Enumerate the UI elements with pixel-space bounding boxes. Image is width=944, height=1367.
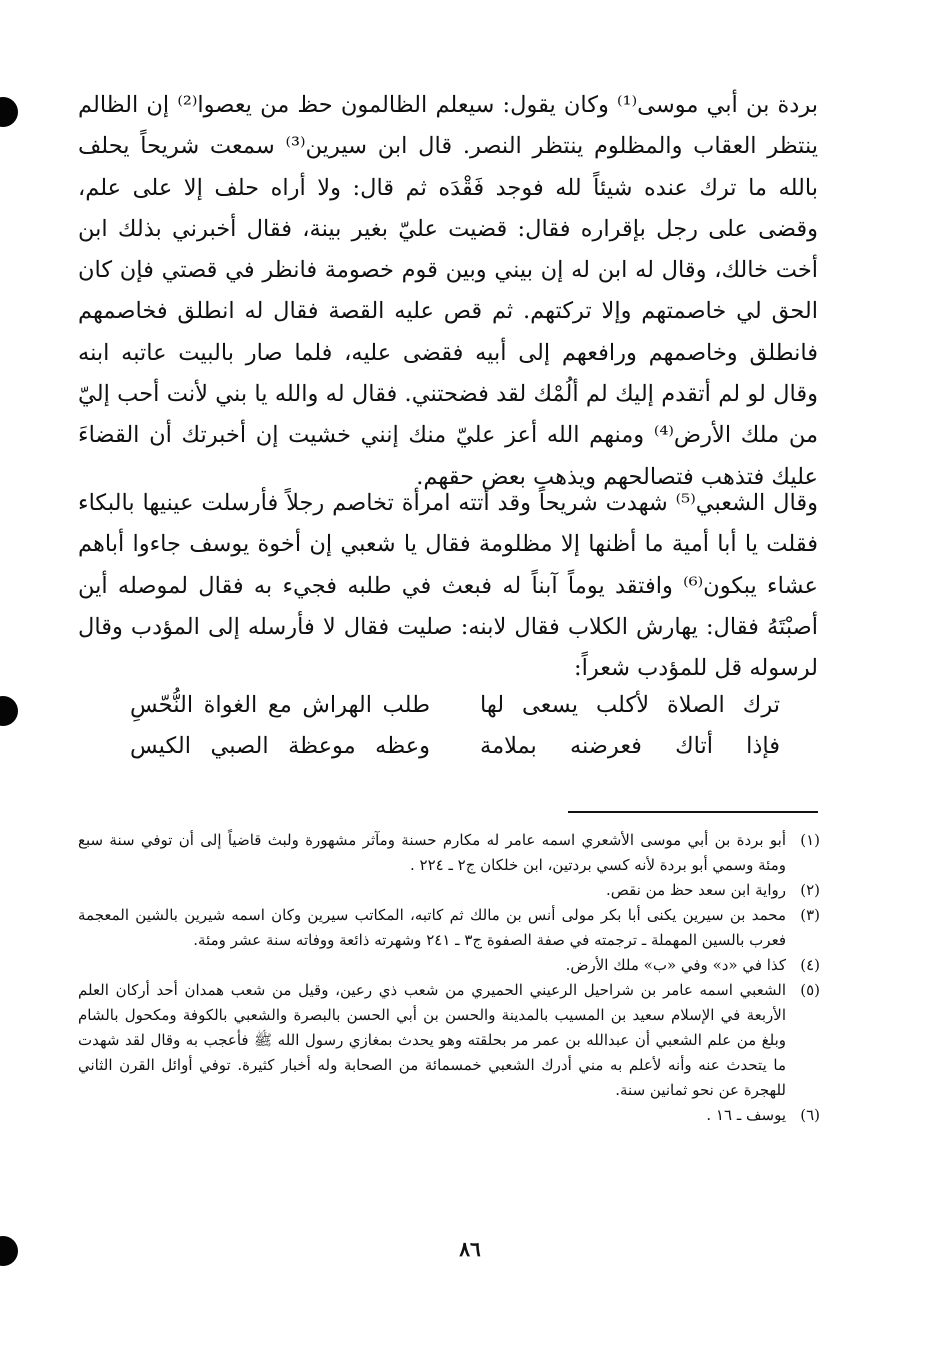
footnote-number: (١): [800, 831, 820, 849]
binder-hole-middle: [0, 696, 18, 726]
footnote-item: [78, 1103, 820, 1128]
footnote-item: [78, 978, 820, 1103]
verse-second-hemistich: وعظه موعظة الصبي الكيس: [130, 733, 430, 759]
verse-line: [130, 685, 780, 726]
footnote-text: كذا في «د» وفي «ب» ملك الأرض.: [565, 956, 786, 974]
footnote-text: أبو بردة بن أبي موسى الأشعري اسمه عامر له مكارم حسنة ومآثر مشهورة ولبث قاضياً إلى أن توفي سنة سبع ومئة وسمي أبو بردة لأنه كسي بردتين، ابن خلكان ج٢ ـ ٢٢٤ .: [78, 831, 786, 874]
verse-first-hemistich: ترك الصلاة لأكلب يسعى لها: [480, 692, 780, 718]
poem-verses: [130, 685, 780, 767]
footnote-number: (٤): [800, 956, 820, 974]
verse-second-hemistich: طلب الهراش مع الغواة النُّحّسِ: [130, 692, 430, 718]
paragraph-2: وقال الشعبي⁽⁵⁾ شهدت شريحاً وقد أتته امرأة تخاصم رجلاً فأرسلت عينيها بالبكاء فقلت يا أبا أمية ما أظنها إلا مظلومة فقال يا شعبي إن أخوة يوسف جاءوا أباهم عشاء يبكون⁽⁶⁾ وافتقد يوماً آبناً له فبعث في طلبه فجيء به فقال لموصله أين أصبْتَهُ فقال: يهارش الكلاب فقال لابنه: صليت فقال لا فأرسله إلى المؤدب وقال لرسوله قل للمؤدب شعراً:: [78, 490, 818, 682]
footnote-number: (٦): [800, 1106, 820, 1124]
footnote-item: [78, 903, 820, 953]
footnotes: [78, 828, 820, 1128]
footnote-number: (٥): [800, 981, 820, 999]
verse-first-hemistich: فإذا أتاك فعرضنه بملامة: [480, 733, 780, 759]
footnote-number: (٢): [800, 881, 820, 899]
verse-line: [130, 726, 780, 767]
footnote-item: [78, 878, 820, 903]
footnote-text: الشعبي اسمه عامر بن شراحيل الرعيني الحميري من شعب ذي رعين، وقيل من شعب همدان أحد أركان العلم الأربعة في الإسلام سعيد بن المسيب بالمدينة والحسن بن أبي الحسن بالبصرة والشعبي بالكوفة ومكحول بالشام وبلغ من علم الشعبي أن عبدالله بن عمر مر بحلقته وهو يحدث بمغازي رسول الله ﷺ فأعجب به وقال لقد شهدت ما يتحدث عنه وأنه لأعلم به مني أدرك الشعبي خمسمائة من الصحابة وله أخبار كثيرة. توفي أوائل القرن الثاني للهجرة عن نحو ثمانين سنة.: [78, 981, 786, 1099]
footnote-item: [78, 953, 820, 978]
page-number: ٨٦: [459, 1237, 481, 1261]
paragraph-1: بردة بن أبي موسى⁽¹⁾ وكان يقول: سيعلم الظالمون حظ من يعصوا⁽²⁾ إن الظالم ينتظر العقاب والمظلوم ينتظر النصر. قال ابن سيرين⁽³⁾ سمعت شريحاً يحلف بالله ما ترك عنده شيئاً لله فوجد فَقْدَه ثم قال: ولا أراه حلف إلا على علم، وقضى على رجل بإقراره فقال: قضيت عليّ بغير بينة، فقال أخبرني بذلك ابن أخت خالك، وقال له ابن له إن بيني وبين قوم خصومة فانظر في قصتي فإن كان الحق لي خاصمتهم وإلا تركتهم. ثم قص عليه القصة فقال له انطلق فخاصمهم فانطلق وخاصمهم ورافعهم إلى أبيه فقضى عليه، فلما صار بالبيت عاتبه ابنه وقال لو لم أتقدم إليك لم ألُمْك لقد فضحتني. فقال له والله يا بني لأنت أحب إليّ من ملك الأرض⁽⁴⁾ ومنهم الله أعز عليّ منك إنني خشيت إن أخبرتك أن القضاءَ عليك فتذهب فتصالحهم ويذهب بعض حقهم.: [78, 92, 819, 490]
footnote-text: يوسف ـ ١٦ .: [706, 1106, 786, 1124]
footnote-text: محمد بن سيرين يكنى أبا بكر مولى أنس بن مالك ثم كاتبه، المكاتب سيرين وكان اسمه شيرين بالشين المعجمة فعرب بالسين المهملة ـ ترجمته في صفة الصفوة ج٣ ـ ٢٤١ وشهرته ذائعة ووفاته سنة عشر ومئة.: [78, 906, 786, 949]
footnote-item: [78, 828, 820, 878]
footnote-number: (٣): [800, 906, 820, 924]
binder-hole-top: [0, 97, 18, 127]
binder-hole-bottom: [0, 1236, 18, 1266]
main-body-text: [78, 85, 819, 682]
footnote-text: رواية ابن سعد حظ من نقص.: [605, 881, 786, 899]
footnote-separator: [568, 811, 818, 813]
